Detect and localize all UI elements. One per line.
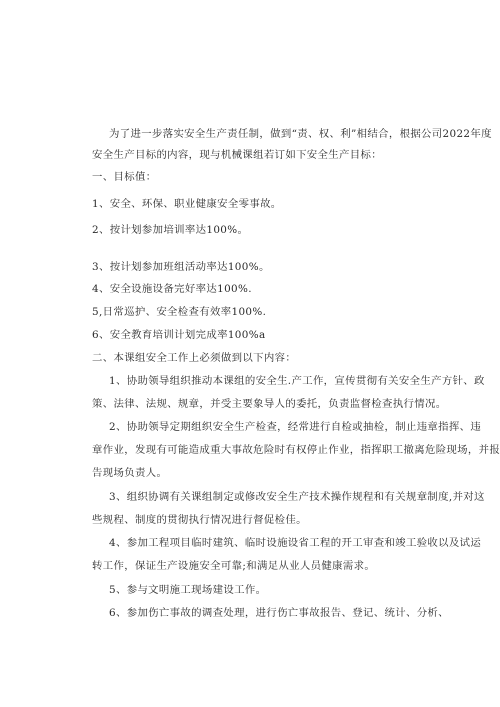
duty-1-line-2: 策、法律、法规、规章，并受主要象导人的委托，负责监督检查执行情况。 (92, 398, 447, 410)
section-1-heading: 一、目标值： (92, 171, 157, 183)
duty-3-line-1: 3、组织协调有关课组制定或修改安全生产技术操作规程和有关规章制度,并对这 (109, 491, 485, 503)
duty-1-line-1: 1、协助领导组织推动本课组的安全生.产工作，宣传贯彻有关安全生产方针、政 (109, 375, 485, 387)
duty-2-line-2: 章作业，发现有可能造成重大事故危险时有权停止作业，指挥职工撤离危险现场，并报 (92, 444, 500, 456)
duty-4-line-2: 转工作，保证生产设施安全可靠;和满足从业人员健康需求。 (92, 560, 376, 572)
intro-line-1: 为了进一步落实安全生产责任制，做到“责、权、利”相结合，根据公司2022年度 (109, 128, 492, 140)
intro-line-2: 安全生产目标的内容，现与机械课组若订如下安全生产目标： (92, 149, 382, 161)
duty-2-line-3: 告现场负责人。 (92, 467, 168, 479)
target-item-3: 3、按计划参加班组活动率达100%。 (92, 261, 270, 273)
target-item-5: 5,日常巡护、安全检查有效率100%. (92, 306, 267, 318)
target-item-4: 4、安全设施设备完好率达100%. (92, 283, 252, 295)
target-item-1: 1、安全、环保、职业健康安全零事故。 (92, 198, 282, 210)
duty-5-line-1: 5、参与文明施工现场建设工作。 (109, 584, 267, 596)
target-item-6: 6、安全教育培训计划完成率100%a (92, 329, 266, 341)
section-2-heading: 二、本课组安全工作上必须做到以下内容： (92, 352, 297, 364)
duty-3-line-2: 些规程、制度的贯彻执行情况进行督促检佳。 (92, 514, 307, 526)
target-item-2: 2、按计划参加培训率达100%。 (92, 224, 249, 236)
duty-6-line-1: 6、参加伤亡事故的调查处理，进行伤亡事故报告、登记、统计、分析、 (109, 607, 449, 619)
duty-2-line-1: 2、协助领导定期组织安全生产检查，经常进行自检或抽检，制止违章指挥、违 (109, 421, 482, 433)
duty-4-line-1: 4、参加工程项目临时建筑、临时设施设省工程的开工审查和竣工验收以及试运 (109, 537, 482, 549)
